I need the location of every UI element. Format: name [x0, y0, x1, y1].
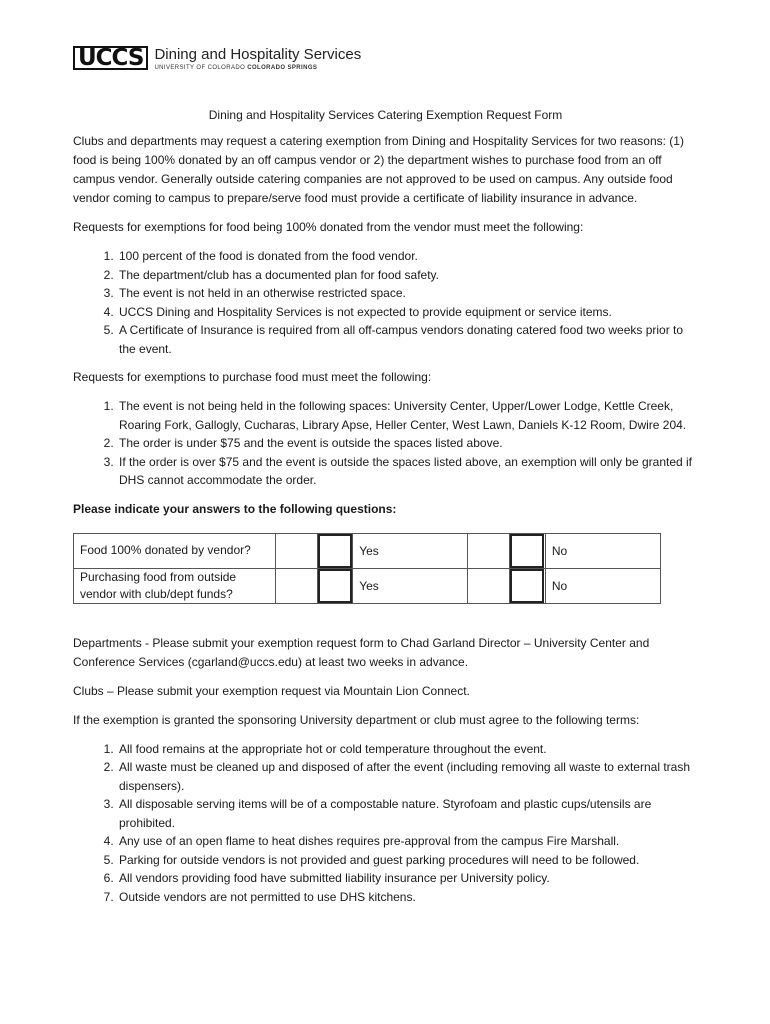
logo-title: Dining and Hospitality Services [154, 46, 362, 63]
purchase-requirements-list [73, 397, 698, 490]
list-item: 2. All waste must be cleaned up and disposed of after the event (including removing all waste to external trash dispensers). [117, 758, 698, 795]
list-item: 7. Outside vendors are not permitted to use DHS kitchens. [117, 888, 698, 907]
purchase-heading: Requests for exemptions to purchase food must meet the following: [73, 370, 432, 384]
letterhead [73, 46, 698, 82]
no-label: No [545, 568, 660, 603]
logo-subtitle: UNIVERSITY OF COLORADO COLORADO SPRINGS [154, 65, 318, 71]
list-item: 4. Any use of an open flame to heat dishes requires pre-approval from the campus Fire Marshall. [117, 832, 698, 851]
yes-label: Yes [353, 568, 468, 603]
terms-list [73, 740, 698, 907]
document-page [73, 46, 698, 916]
clubs-note: Clubs – Please submit your exemption request via Mountain Lion Connect. [73, 683, 470, 698]
list-item: 5. Parking for outside vendors is not provided and guest parking procedures will need to be followed. [117, 851, 698, 870]
table-row [74, 568, 661, 603]
list-item: 1. 100 percent of the food is donated from the food vendor. [117, 247, 698, 266]
question-purchasing: Purchasing food from outside vendor with club/dept funds? [74, 568, 276, 603]
yes-checkbox-donated[interactable] [318, 534, 352, 568]
list-item: 3. The event is not held in an otherwise restricted space. [117, 284, 698, 303]
no-label: No [545, 533, 660, 568]
list-item: 6. All vendors providing food have submitted liability insurance per University policy. [117, 869, 698, 888]
question-donated: Food 100% donated by vendor? [74, 533, 276, 568]
list-item: 5. A Certificate of Insurance is required from all off-campus vendors donating catered food two weeks prior to the event. [117, 321, 698, 358]
list-item: 2. The order is under $75 and the event is outside the spaces listed above. [117, 434, 698, 453]
yes-label: Yes [353, 533, 468, 568]
form-title: Dining and Hospitality Services Catering Exemption Request Form [208, 108, 563, 122]
list-item: 3. All disposable serving items will be of a compostable nature. Styrofoam and plastic cups/utensils are prohibited. [117, 795, 698, 832]
list-item: 2. The department/club has a documented plan for food safety. [117, 266, 698, 285]
list-item: 4. UCCS Dining and Hospitality Services is not expected to provide equipment or service items. [117, 303, 698, 322]
donated-requirements-list [73, 247, 698, 358]
list-item: 1. All food remains at the appropriate hot or cold temperature throughout the event. [117, 740, 698, 759]
intro-paragraph: Clubs and departments may request a catering exemption from Dining and Hospitality Services for two reasons: (1) food is being 100% donated by an off campus vendor or 2) the department wishes to purchase food from an off campus vendor. Generally outside catering companies are not approved to be used on campus. Any outside food vendor coming to campus to prepare/serve food must provide a certificate of liability insurance in advance. [73, 134, 684, 205]
yes-checkbox-purchasing[interactable] [318, 569, 352, 603]
table-row [74, 533, 661, 568]
terms-heading: If the exemption is granted the sponsoring University department or club must agree to the following terms: [73, 712, 640, 727]
list-item: 1. The event is not being held in the following spaces: University Center, Upper/Lower Lodge, Kettle Creek, Roaring Fork, Gallogly, Cucharas, Library Apse, Heller Center, West Lawn, Daniels K-12 Room, Dwire 204. [117, 397, 698, 434]
questions-heading: Please indicate your answers to the following questions: [73, 501, 397, 516]
donated-heading: Requests for exemptions for food being 100% donated from the vendor must meet the following: [73, 220, 584, 234]
uccs-logo [73, 46, 361, 71]
departments-note: Departments - Please submit your exemption request form to Chad Garland Director – University Center and Conference Services (cgarland@uccs.edu) at least two weeks in advance. [73, 635, 650, 669]
no-checkbox-purchasing[interactable] [510, 569, 544, 603]
list-item: 3. If the order is over $75 and the event is outside the spaces listed above, an exemption will only be granted if DHS cannot accommodate the order. [117, 453, 698, 490]
logo-mark: UCCS [73, 46, 148, 70]
answers-table [73, 533, 661, 604]
no-checkbox-donated[interactable] [510, 534, 544, 568]
